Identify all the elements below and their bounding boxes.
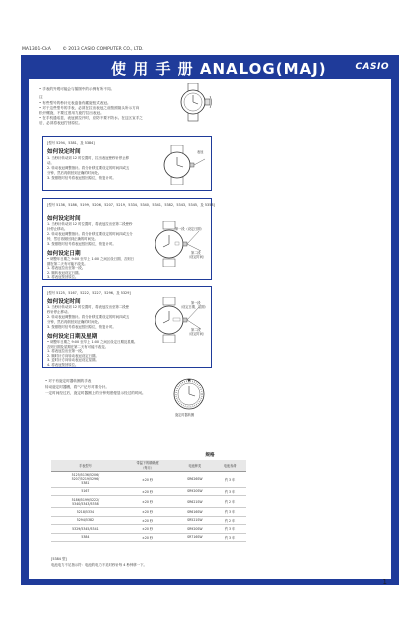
table-row <box>51 487 246 496</box>
col-header-accuracy: 带温下的精确度 （每月） <box>120 460 176 471</box>
position-2-sub-label: （设定时间） <box>187 332 207 336</box>
model-cell: 5167 <box>51 487 120 496</box>
accuracy-cell: ±20 秒 <box>120 516 176 525</box>
footnote-text: 电池电力不足指示符：电池的电力不足时秒针每 4 秒钟移一下。 <box>51 563 147 567</box>
col-header-life: 电池寿命 <box>214 460 246 471</box>
step-line: 1. 当秒针转动到 12 时位置时，拉出表冠使秒针停止移 <box>47 156 129 160</box>
step-line: 2. 顺转表冠设定日期。 <box>47 270 82 275</box>
manual-frame <box>21 55 399 585</box>
accuracy-cell: ±20 秒 <box>120 496 176 508</box>
step-line: 1. 将表冠拉出至第一段。 <box>47 266 86 270</box>
life-cell: 约 3 年 <box>214 471 246 487</box>
bezel-line: 转动旋定时器圈，将“▽”记号对准分针。 <box>45 385 109 389</box>
model-tag: [型号 5136、5186、5199、5206、5207、5219、5334、5340、5341、5382、5343、5345、及 5358] <box>47 203 215 207</box>
position-1-sub-label: （设定日期、星期） <box>179 305 208 309</box>
model-cell: 5294/5382 <box>51 516 120 525</box>
battery-cell: SR626SW <box>175 471 214 487</box>
note-line: • 对于这些型号的手表，必须在拉出表冠之前按照箭头所示方向 <box>39 106 140 110</box>
note-line: • 在手机通话显，表冠被拉开时，应防不要不防水。在这区宣手之 <box>39 116 143 120</box>
battery-cell: SR920SW <box>175 487 214 496</box>
step-line: 1. 当秒针转动到 12 时位置时，将表冠拉出至第二段使秒 <box>47 222 133 226</box>
copyright-text: © 2013 CASIO COMPUTER CO., LTD. <box>62 47 144 52</box>
step-line: 期在第二天有可能不改变。 <box>47 261 88 266</box>
model-cell: 5125/5136/5206/ 5207/5219/5296/ 5381 <box>51 471 120 487</box>
position-2-label: 第二段 <box>191 328 201 332</box>
bezel-line: • 对于有旋定时器转圈的手表 <box>45 379 92 383</box>
section-time-date <box>42 198 215 280</box>
note-title: 注 <box>39 95 43 99</box>
life-cell: 约 2 年 <box>214 516 246 525</box>
step-line: 分钟，然后再倒回到正确的时间处。 <box>47 171 102 175</box>
watch-illustration <box>161 145 211 185</box>
accuracy-cell: ±20 秒 <box>120 533 176 542</box>
life-cell: 约 3 年 <box>214 533 246 542</box>
battery-cell: SR920SW <box>175 525 214 534</box>
step-line: 2. 转动表冠调整指针。将分针移过要设定的时间四或五 <box>47 315 130 319</box>
bezel-label: 旋定时器转圈 <box>175 413 195 417</box>
title-banner <box>21 55 399 79</box>
note-line: 后，必须将表冠拧回原位。 <box>39 121 83 125</box>
step-line: 2. 转动表冠调整指针。将分针移过要设定的时间四或五分 <box>47 232 133 236</box>
battery-cell: SR521SW <box>175 516 214 525</box>
accuracy-cell: ±20 秒 <box>120 471 176 487</box>
page-number: 1 <box>382 578 387 586</box>
bezel-watch-illustration <box>169 376 209 416</box>
section-heading: 如何设定时间 <box>47 149 81 155</box>
position-1-label: 第一段 <box>191 301 201 305</box>
step-line: 3. 按照报时信号将表冠按回原位，恢复计时。 <box>47 242 116 246</box>
step-line: 2. 顺时针方向转动表冠设定日期。 <box>47 353 99 358</box>
col-header-model: 手表型号 <box>51 460 120 471</box>
accuracy-cell: ±20 秒 <box>120 487 176 496</box>
accuracy-cell: ±20 秒 <box>120 508 176 517</box>
note-line: • 有些型号的秒针无表盘备有藏旋钮式表冠。 <box>39 101 111 105</box>
step-line: 3. 将表冠按回原位。 <box>47 275 79 279</box>
model-cell: 5218/5334 <box>51 508 120 517</box>
life-cell: 约 2 年 <box>214 496 246 508</box>
step-line: 3. 逆时针方向转动表冠设定星期。 <box>47 358 99 362</box>
position-2-label: 第二段 <box>191 251 201 255</box>
col-header-battery: 电池种类 <box>175 460 214 471</box>
crown-screw-illustration <box>179 83 213 123</box>
page-title: 使 用 手 册 ANALOG(MAJ) <box>111 60 327 78</box>
section-heading: 如何设定日期 <box>47 251 81 257</box>
step-line: • 调整年日期之 9:00 至早上 1:00 之间区设日期，否则日 <box>47 257 135 261</box>
spec-title: 规格 <box>205 453 215 458</box>
battery-cell: SR616SW <box>175 508 214 517</box>
table-row <box>51 471 246 487</box>
life-cell: 约 3 年 <box>214 525 246 534</box>
section-time-basic <box>42 136 212 191</box>
life-cell: 约 3 年 <box>214 508 246 517</box>
step-line: 分钟，然后再倒回到正确的时间处。 <box>47 320 102 324</box>
spec-table <box>51 460 246 542</box>
model-tag: [型号 5125、5167、5222、5227、5296、及 5329] <box>47 291 131 295</box>
table-row <box>51 525 246 534</box>
step-line: • 调整年日期之 9:00 至早上 1:00 之间区设定日期及星期。 <box>47 340 138 344</box>
life-cell: 约 3 年 <box>214 487 246 496</box>
section-heading: 如何设定日期及星期 <box>47 334 98 340</box>
section-heading: 如何设定时间 <box>47 216 81 222</box>
section-time-date-day <box>42 286 212 368</box>
model-cell: 5384 <box>51 533 120 542</box>
manual-page <box>29 79 391 586</box>
table-row <box>51 533 246 542</box>
spec-header-row <box>51 460 246 471</box>
step-line: 2. 转动表冠调整指针。将分针移过要设定的时间四或五 <box>47 166 130 170</box>
step-line: 1. 当秒针转动到 12 时位置时，将表冠拉出至第二段使 <box>47 305 129 309</box>
step-line: 3. 按照报时信号将表冠按回原位，恢复计时。 <box>47 176 116 180</box>
intro-lead: • 手表的外观可能会与插图中的示例有所不同。 <box>39 87 115 91</box>
model-tag: [型号 5294、5381、及 5384] <box>47 141 95 145</box>
model-cell: 5329/5345/5341 <box>51 525 120 534</box>
note-line: 松开螺旋，不要过度用力旋拧拉出表冠。 <box>39 111 104 115</box>
step-line: 3. 按照报时信号将表冠按回原位，恢复计时。 <box>47 325 116 329</box>
table-row <box>51 516 246 525</box>
battery-cell: SR621SW <box>175 496 214 508</box>
accuracy-cell: ±20 秒 <box>120 525 176 534</box>
position-1-label: 第一段（设定日期） <box>175 227 204 231</box>
step-line: 1. 将表冠拉出至第一段。 <box>47 349 86 353</box>
section-heading: 如何设定时间 <box>47 299 81 305</box>
document-code: MA1301-CkA <box>22 47 51 52</box>
document-meta <box>22 47 154 52</box>
model-cell: 5186/5199/5222/ 5340/5343/5358 <box>51 496 120 508</box>
step-line: 4. 将表冠按回原位。 <box>47 362 79 367</box>
casio-logo: CASIO <box>355 62 389 72</box>
step-line: 秒针停止移动。 <box>47 310 71 314</box>
step-line: 否则日期及星期在第二天有可能不改变。 <box>47 344 109 349</box>
crown-label: 表冠 <box>197 150 204 154</box>
step-line: 动。 <box>47 161 54 165</box>
position-2-sub-label: （设定时间） <box>187 255 207 259</box>
bezel-line: 一定时间经过后，旋定时器圈上的分钟刻度便显示经过的时间。 <box>45 391 146 395</box>
battery-cell: SR716SW <box>175 533 214 542</box>
step-line: 钟，然后再倒回到正确的时间处。 <box>47 237 98 241</box>
step-line: 针停止移动。 <box>47 227 68 231</box>
table-row <box>51 496 246 508</box>
footnote-tag: [5384 型] <box>51 557 67 561</box>
table-row <box>51 508 246 517</box>
